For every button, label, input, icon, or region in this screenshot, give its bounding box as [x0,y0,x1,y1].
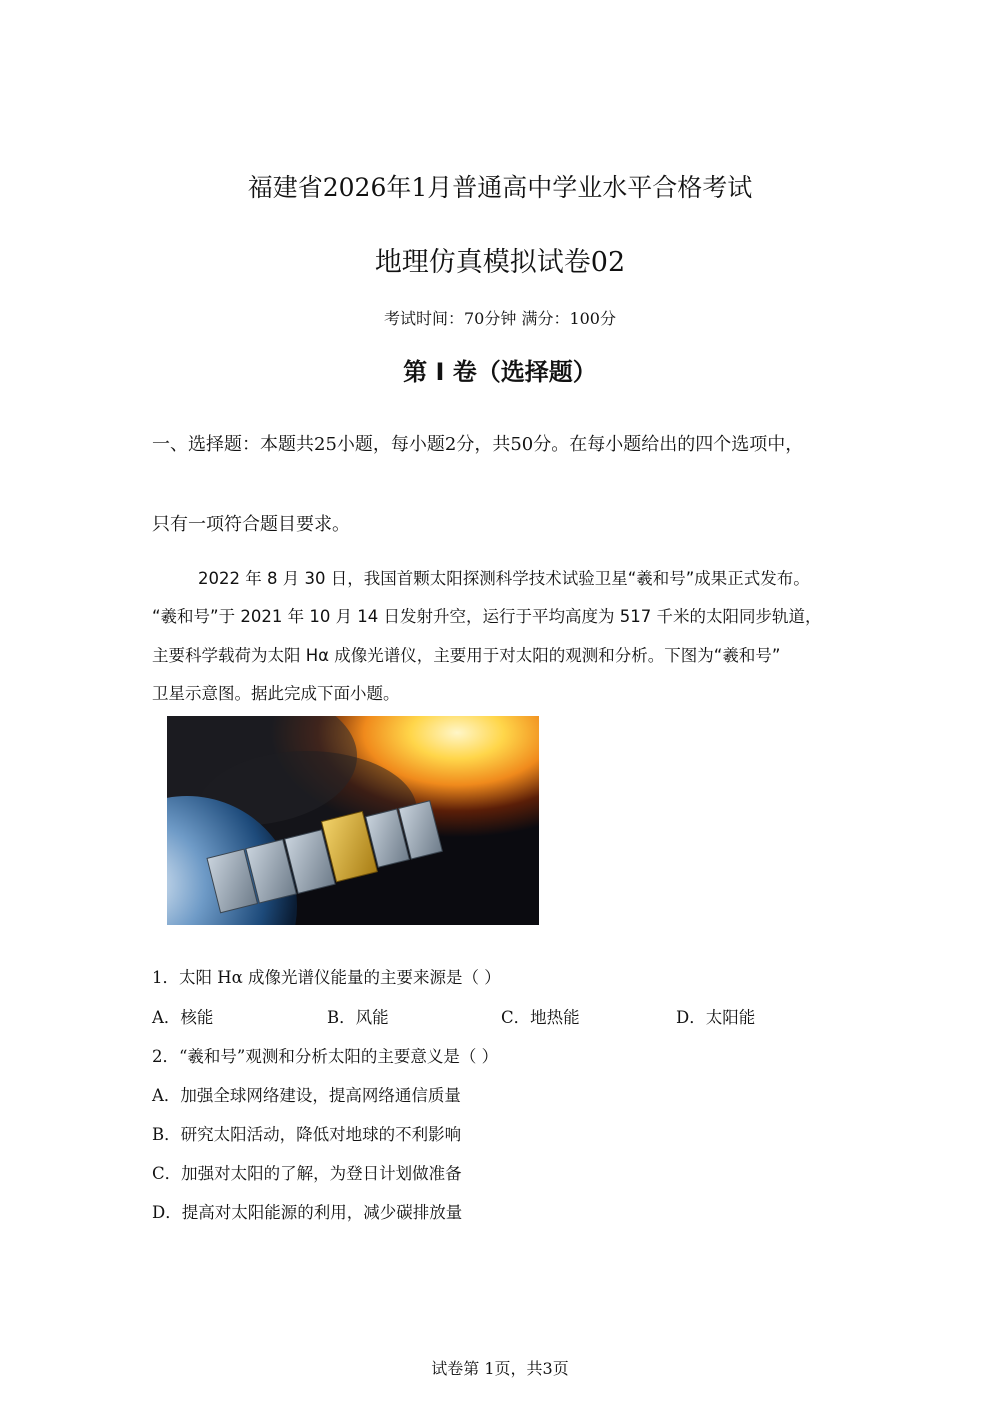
page-footer: 试卷第 1页，共3页 [431,1359,569,1378]
question-2-option-a[interactable]: A．加强全球网络建设，提高网络通信质量 [152,1086,461,1105]
question-1-option-c[interactable]: C．地热能 [501,1008,580,1027]
question-2-option-d[interactable]: D．提高对太阳能源的利用，减少碳排放量 [152,1203,463,1222]
exam-subtitle: 地理仿真模拟试卷02 [374,247,626,278]
section-title: 第 I 卷（选择题） [403,358,597,386]
question-1-option-a[interactable]: A．核能 [152,1008,214,1027]
passage-line-2: “羲和号”于 2021 年 10 月 14 日发射升空，运行于平均高度为 517 千米的太阳同步轨道， [152,607,822,626]
exam-title: 福建省2026年1月普通高中学业水平合格考试 [247,173,753,202]
instruction-line-1: 一、选择题：本题共25小题，每小题2分，共50分。在每小题给出的四个选项中， [152,434,804,455]
satellite-illustration [167,716,539,925]
question-2-option-c[interactable]: C．加强对太阳的了解，为登日计划做准备 [152,1164,462,1183]
question-1-option-b[interactable]: B．风能 [327,1008,389,1027]
passage-line-3: 主要科学载荷为太阳 Hα 成像光谱仪，主要用于对太阳的观测和分析。下图为“羲和号” [152,646,781,665]
passage-line-1: 2022 年 8 月 30 日，我国首颗太阳探测科学技术试验卫星“羲和号”成果正式发布。 [198,569,810,588]
question-1-option-d[interactable]: D．太阳能 [676,1008,756,1027]
question-2-stem: 2．“羲和号”观测和分析太阳的主要意义是（ ） [152,1047,499,1066]
question-2-option-b[interactable]: B．研究太阳活动，降低对地球的不利影响 [152,1125,462,1144]
exam-info: 考试时间：70分钟 满分：100分 [384,309,616,328]
question-1-stem: 1．太阳 Hα 成像光谱仪能量的主要来源是（ ） [152,968,501,987]
instruction-line-2: 只有一项符合题目要求。 [152,514,350,535]
passage-line-4: 卫星示意图。据此完成下面小题。 [152,684,400,703]
